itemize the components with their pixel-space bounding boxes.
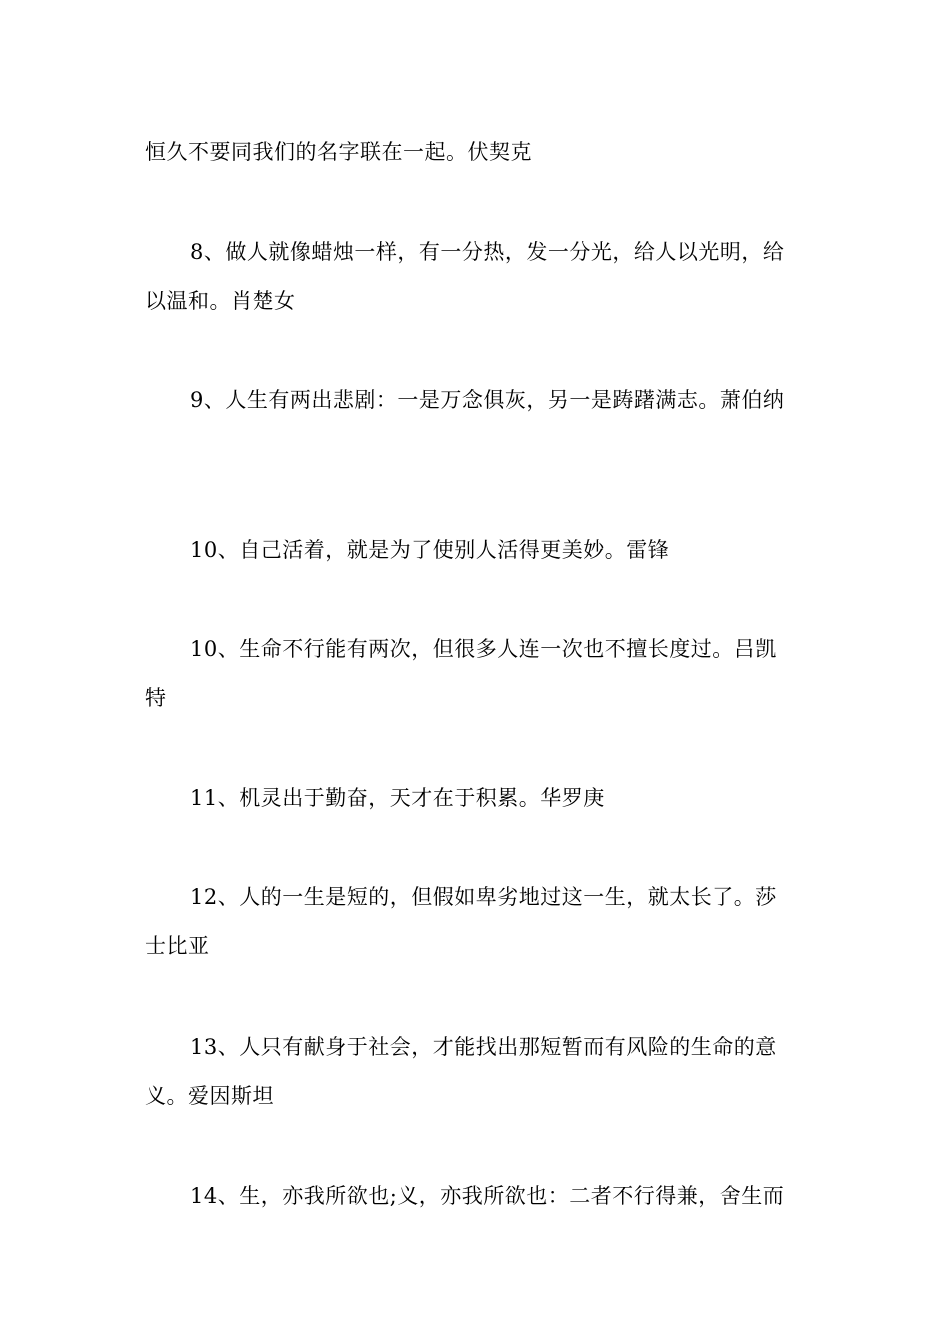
text-line-quote-12: 12、人的一生是短的，但假如卑劣地过这一生，就太长了。莎: [190, 885, 777, 909]
text-line-quote-10b: 10、生命不行能有两次，但很多人连一次也不擅长度过。吕凯: [190, 637, 777, 661]
text-line-continuation: 恒久不要同我们的名字联在一起。伏契克: [145, 140, 532, 164]
text-line-quote-12-cont: 士比亚: [145, 934, 210, 958]
text-line-quote-11: 11、机灵出于勤奋，天才在于积累。华罗庚: [190, 786, 605, 810]
text-line-quote-10a: 10、自己活着，就是为了使别人活得更美妙。雷锋: [190, 538, 670, 562]
text-line-quote-8: 8、做人就像蜡烛一样，有一分热，发一分光，给人以光明，给: [190, 240, 785, 264]
text-line-quote-9: 9、人生有两出悲剧：一是万念俱灰，另一是踌躇满志。萧伯纳: [190, 388, 785, 412]
text-line-quote-14: 14、生，亦我所欲也;义，亦我所欲也：二者不行得兼，舍生而: [190, 1184, 785, 1208]
text-line-quote-8-cont: 以温和。肖楚女: [145, 289, 296, 313]
text-line-quote-13-cont: 义。爱因斯坦: [145, 1084, 274, 1108]
text-line-quote-13: 13、人只有献身于社会，才能找出那短暂而有风险的生命的意: [190, 1035, 777, 1059]
text-line-quote-10b-cont: 特: [145, 686, 167, 710]
